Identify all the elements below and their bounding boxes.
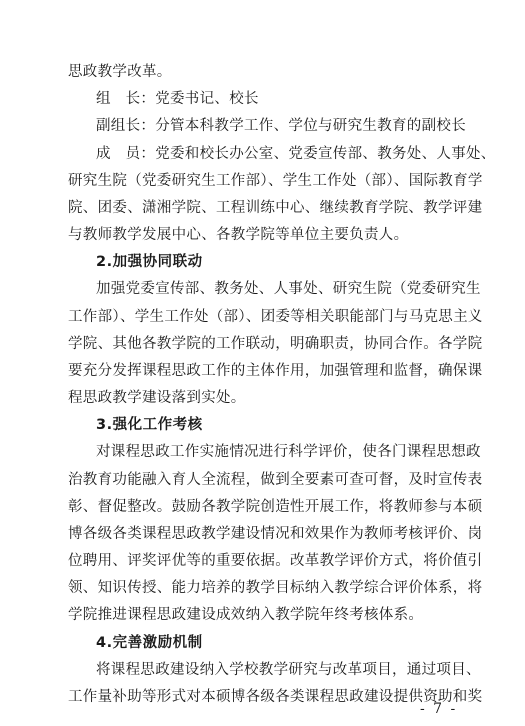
paragraph-line: 彰、督促整改。鼓励各教学院创造性开展工作，将教师参与本硕 bbox=[68, 498, 483, 515]
section-heading: 4.完善激励机制 bbox=[96, 634, 203, 651]
paragraph-line: 治教育功能融入育人全流程，做到全要素可查可督，及时宣传表 bbox=[68, 471, 483, 488]
paragraph-line: 位聘用、评奖评优等的重要依据。改革教学评价方式，将价值引 bbox=[68, 553, 483, 570]
deputy-leader-line: 副组长：分管本科教学工作、学位与研究生教育的副校长 bbox=[96, 118, 466, 135]
paragraph-line: 研究生院（党委研究生工作部）、学生工作处（部）、国际教育学 bbox=[68, 172, 483, 189]
section-heading: 3.强化工作考核 bbox=[96, 417, 203, 434]
paragraph-line: 院、团委、潇湘学院、工程训练中心、继续教育学院、教学评建 bbox=[68, 199, 483, 216]
paragraph-line: 将课程思政建设纳入学校教学研究与改革项目，通过项目、 bbox=[96, 661, 481, 678]
group-leader-line: 组 长：党委书记、校长 bbox=[96, 91, 259, 108]
section-heading: 2.加强协同联动 bbox=[96, 254, 203, 271]
paragraph-line: 学院推进课程思政建设成效纳入教学院年终考核体系。 bbox=[68, 607, 424, 624]
paragraph-line: 与教师教学发展中心、各教学院等单位主要负责人。 bbox=[68, 227, 409, 244]
paragraph-line: 博各级各类课程思政教学建设情况和效果作为教师考核评价、岗 bbox=[68, 525, 483, 542]
paragraph-line: 思政教学改革。 bbox=[68, 64, 172, 80]
paragraph-line: 对课程思政工作实施情况进行科学评价，使各门课程思想政 bbox=[96, 444, 481, 461]
paragraph-line: 要充分发挥课程思政工作的主体作用，加强管理和监督，确保课 bbox=[68, 362, 483, 379]
paragraph-line: 学院、其他各教学院的工作联动，明确职责，协同合作。各学院 bbox=[68, 335, 483, 352]
paragraph-line: 工作部）、学生工作处（部）、团委等相关职能部门与马克思主义 bbox=[68, 308, 483, 325]
paragraph-line: 领、知识传授、能力培养的教学目标纳入教学综合评价体系，将 bbox=[68, 580, 483, 597]
members-line: 成 员：党委和校长办公室、党委宣传部、教务处、人事处、 bbox=[96, 145, 496, 162]
paragraph-line: 工作量补助等形式对本硕博各级各类课程思政建设提供资助和奖 bbox=[68, 689, 483, 705]
paragraph-line: 程思政教学建设落到实处。 bbox=[68, 390, 246, 407]
paragraph-line: 加强党委宣传部、教务处、人事处、研究生院（党委研究生 bbox=[96, 281, 481, 298]
page-number: - 7 - bbox=[420, 701, 458, 717]
